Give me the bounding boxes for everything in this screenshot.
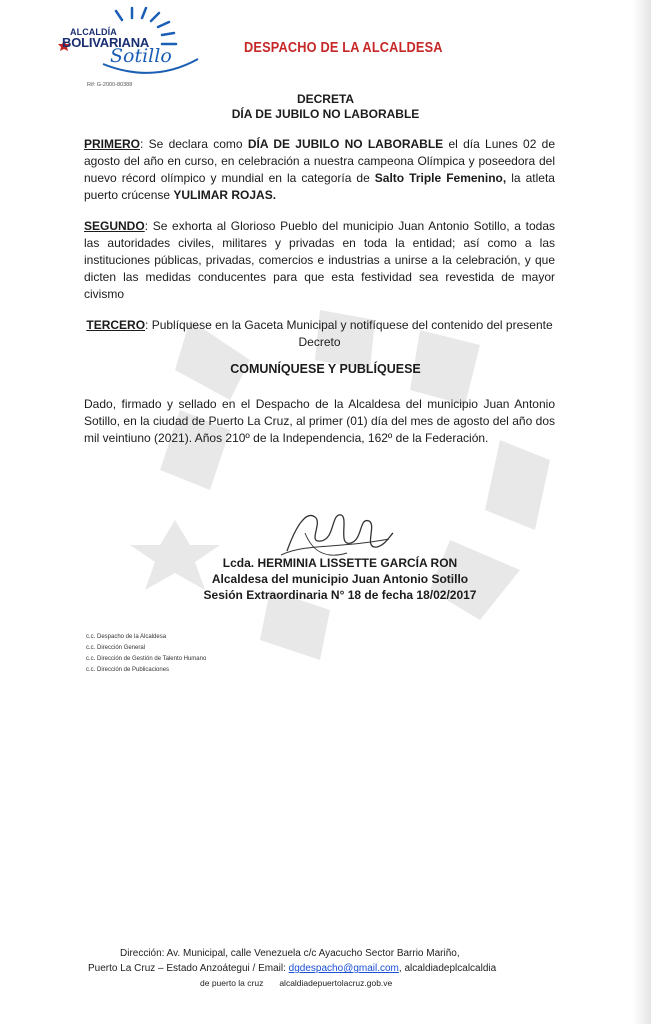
document-heading: DECRETA <box>296 92 355 106</box>
closing-heading: COMUNÍQUESE Y PUBLÍQUESE <box>230 362 421 376</box>
signatory-name: Lcda. HERMINIA LISSETTE GARCÍA RON <box>222 556 458 570</box>
document-subtitle: DÍA DE JUBILO NO LABORABLE <box>231 107 420 121</box>
closing-paragraph: Dado, firmado y sellado en el Despacho de la Alcaldesa del municipio Juan Antonio Sotillo, en la ciudad de Puerto La Cruz, al primer (01) día del mes de agosto del año dos mil veintiuno (2021). Años 210º de la Independencia, 162º de la Federación. <box>84 397 555 445</box>
article-primero-text-c: la atleta puerto crúcense <box>84 171 555 202</box>
article-primero-text-a: : Se declara como <box>140 137 248 151</box>
article-tercero-text: : Publíquese en la Gaceta Municipal y notifíquese del contenido del presente Decreto <box>145 318 553 349</box>
article-primero-bold-b: Salto Triple Femenino, <box>374 171 507 185</box>
footer-email-link[interactable]: dgdespacho@gmail.com <box>288 963 399 974</box>
logo-text-bolivariana: BOLIVARIANA <box>62 35 150 50</box>
footer-contact <box>88 963 496 974</box>
article-primero-bold-a: DÍA DE JUBILO NO LABORABLE <box>247 137 444 151</box>
footer-web <box>200 978 392 988</box>
header-title: DESPACHO DE LA ALCALDESA <box>244 40 443 56</box>
signatory-session: Sesión Extraordinaria N° 18 de fecha 18/02/2017 <box>203 588 477 602</box>
footer-website: alcaldiadepuertolacruz.gob.ve <box>279 978 393 988</box>
article-primero <box>84 136 555 204</box>
copy-recipient: c.c. Dirección de Gestión de Talento Humano <box>86 656 207 662</box>
article-primero-text-b: el día Lunes 02 de agosto del año en curso, en celebración a nuestra campeona Olímpica y poseedora del nuevo récord olímpico y mundial en la categoría de <box>84 137 555 185</box>
footer-address: Dirección: Av. Municipal, calle Venezuela c/c Ayacucho Sector Barrio Mariño, <box>120 948 460 959</box>
article-primero-label: PRIMERO <box>84 137 141 151</box>
footer-web-text: de puerto la cruz <box>200 978 264 988</box>
article-tercero-label: TERCERO <box>86 318 146 332</box>
article-segundo-text: : Se exhorta al Glorioso Pueblo del municipio Juan Antonio Sotillo, a todas las autoridades civiles, militares y privadas en toda la entidad; así como a las instituciones públicas, privadas, comercios e industrias a unirse a la celebración, y que dicten las medidas conducentes para que esta festividad sea revestida de mayor civismo <box>84 219 555 301</box>
logo-text-alcaldia: ALCALDÍA <box>70 27 117 37</box>
footer-contact-prefix: Puerto La Cruz – Estado Anzoátegui / Email: <box>88 963 289 974</box>
article-tercero <box>84 317 555 351</box>
article-segundo <box>84 218 555 303</box>
copy-recipient: c.c. Dirección General <box>86 645 146 651</box>
page-edge-shadow <box>633 0 651 1024</box>
copy-recipient: c.c. Despacho de la Alcaldesa <box>86 634 167 640</box>
article-primero-bold-c: YULIMAR ROJAS. <box>173 188 277 202</box>
signatory-position: Alcaldesa del municipio Juan Antonio Sotillo <box>211 572 469 586</box>
logo-text-sotillo: Sotillo <box>110 45 172 67</box>
copy-recipient: c.c. Dirección de Publicaciones <box>86 667 170 673</box>
article-segundo-label: SEGUNDO <box>84 219 145 233</box>
reference-number: Rif: G-2000-80388 <box>87 82 133 88</box>
footer-contact-suffix: , alcaldiadeplcalcaldia <box>398 963 497 974</box>
